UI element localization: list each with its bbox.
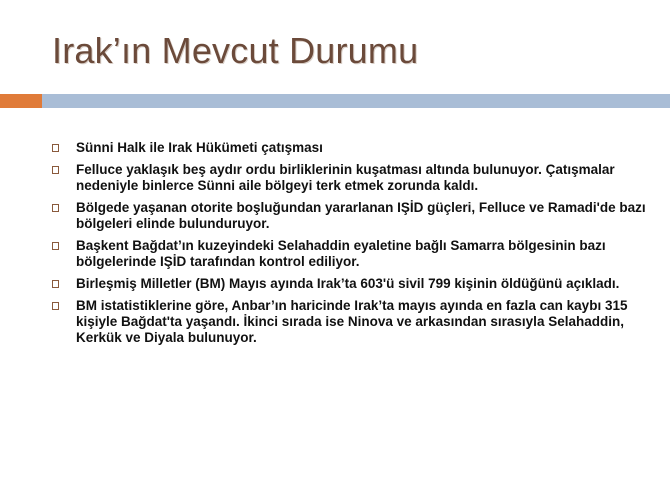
bullet-text: BM istatistiklerine göre, Anbar’ın haricinde Irak’ta mayıs ayında en fazla can kaybı 315 kişiyle Bağdat'ta yaşandı. İkinci sırada ise Ninova ve arkasından sırasıyla Selahaddin, Kerkük ve Diyala bulunuyor. [76,298,628,345]
square-bullet-icon [52,144,59,152]
bullet-text: Başkent Bağdat’ın kuzeyindeki Selahaddin eyaletine bağlı Samarra bölgesinin bazı bölgelerinde IŞİD tarafından kontrol ediliyor. [76,238,606,269]
title-accent-bar [0,94,42,108]
square-bullet-icon [52,166,59,174]
square-bullet-icon [52,280,59,288]
bullet-text: Sünni Halk ile Irak Hükümeti çatışması [76,140,323,155]
square-bullet-icon [52,302,59,310]
slide-title: Irak’ın Mevcut Durumu [52,30,419,71]
bullet-item [50,200,650,232]
bullet-text: Felluce yaklaşık beş aydır ordu birliklerinin kuşatması altında bulunuyor. Çatışmalar nedeniyle binlerce Sünni aile bölgeyi terk etmek zorunda kaldı. [76,162,615,193]
bullet-item [50,276,650,292]
square-bullet-icon [52,242,59,250]
bullet-item [50,298,650,346]
bullet-text: Bölgede yaşanan otorite boşluğundan yararlanan IŞİD güçleri, Felluce ve Ramadi'de bazı bölgeleri elinde bulunduruyor. [76,200,646,231]
bullet-item [50,140,650,156]
bullet-item [50,238,650,270]
bullet-item [50,162,650,194]
bullet-text: Birleşmiş Milletler (BM) Mayıs ayında Irak’ta 603'ü sivil 799 kişinin öldüğünü açıkladı. [76,276,620,291]
bullet-list [50,140,650,352]
square-bullet-icon [52,204,59,212]
title-underline-bar [42,94,670,108]
